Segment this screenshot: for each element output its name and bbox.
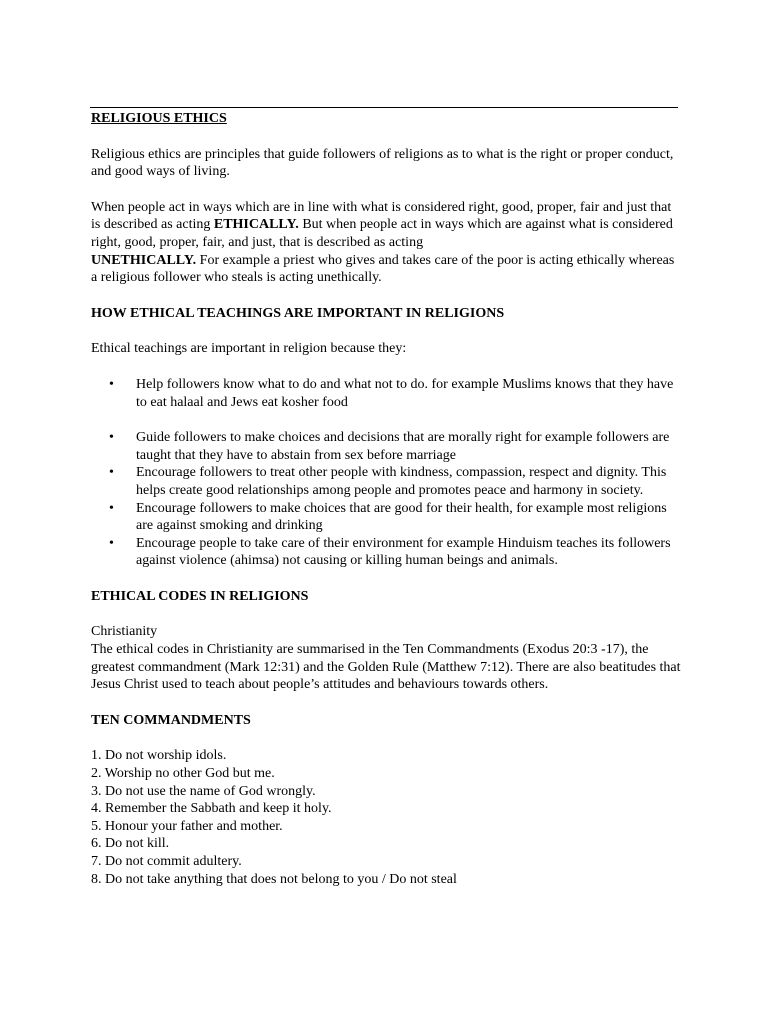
- bullet-icon: •: [109, 430, 114, 446]
- list-item: [91, 429, 681, 464]
- importance-list-first: [91, 376, 681, 411]
- intro-paragraph: Religious ethics are principles that guide followers of religions as to what is the right or proper conduct, and good ways of living.: [91, 146, 674, 180]
- ethics-paragraph-part3: For example a priest who gives and takes care of the poor is acting ethically whereas a religious follower who steals is acting unethically.: [91, 252, 675, 286]
- christianity-label: Christianity: [91, 624, 158, 640]
- list-item: [91, 376, 681, 411]
- spacer: [91, 605, 681, 623]
- commandment-item: 1. Do not worship idols.: [91, 748, 227, 764]
- commandment-item: 8. Do not take anything that does not belong to you / Do not steal: [91, 871, 457, 887]
- spacer: [91, 128, 681, 146]
- heading-codes: ETHICAL CODES IN RELIGIONS: [91, 588, 309, 604]
- spacer: [91, 322, 681, 340]
- importance-intro: Ethical teachings are important in religion because they:: [91, 341, 407, 357]
- header-rule: [90, 107, 678, 108]
- commandment-item: 5. Honour your father and mother.: [91, 818, 283, 834]
- heading-commandments: TEN COMMANDMENTS: [91, 712, 251, 728]
- document-body: [91, 110, 681, 888]
- importance-list: [91, 429, 681, 570]
- list-item: [91, 500, 681, 535]
- spacer: [91, 570, 681, 588]
- ethics-paragraph: [91, 199, 681, 287]
- ethics-paragraph-part1: When people act in ways which are in line with what is considered right, good, proper, fair and just that is described as acting: [91, 199, 672, 233]
- spacer: [91, 287, 681, 305]
- christianity-paragraph: The ethical codes in Christianity are summarised in the Ten Commandments (Exodus 20:3 -17), the greatest commandment (Mark 12:31) and the Golden Rule (Matthew 7:12). There are also beatitudes that Jesus Christ used to teach about people’s attitudes and behaviours towards others.: [91, 642, 681, 693]
- list-item: [91, 464, 681, 499]
- bullet-icon: •: [109, 465, 114, 481]
- list-item-text: Encourage followers to treat other people with kindness, compassion, respect and dignity. This helps create good relationships among people and promotes peace and harmony in society.: [136, 465, 667, 498]
- commandment-item: 2. Worship no other God but me.: [91, 766, 275, 782]
- ethics-paragraph-part2: But when people act in ways which are against what is considered right, good, proper, fair, and just, that is described as acting: [91, 217, 673, 250]
- spacer: [91, 411, 681, 429]
- bullet-icon: •: [109, 376, 114, 392]
- spacer: [91, 729, 681, 747]
- commandments-list: [91, 747, 681, 888]
- commandment-item: 6. Do not kill.: [91, 836, 170, 852]
- commandment-item: 3. Do not use the name of God wrongly.: [91, 783, 316, 799]
- spacer: [91, 694, 681, 712]
- bullet-icon: •: [109, 535, 114, 551]
- list-item: [91, 535, 681, 570]
- list-item-text: Guide followers to make choices and decisions that are morally right for example followers are taught that they have to abstain from sex before marriage: [136, 430, 670, 463]
- spacer: [91, 358, 681, 376]
- bullet-icon: •: [109, 500, 114, 516]
- list-item-text: Encourage people to take care of their environment for example Hinduism teaches its followers against violence (ahimsa) not causing or killing human beings and animals.: [136, 535, 671, 569]
- heading-importance: HOW ETHICAL TEACHINGS ARE IMPORTANT IN RELIGIONS: [91, 305, 505, 321]
- list-item-text: Help followers know what to do and what not to do. for example Muslims knows that they have to eat halaal and Jews eat kosher food: [136, 376, 674, 410]
- spacer: [91, 181, 681, 199]
- document-title: RELIGIOUS ETHICS: [91, 111, 227, 126]
- commandment-item: 4. Remember the Sabbath and keep it holy.: [91, 801, 332, 817]
- ethically-term: ETHICALLY.: [213, 217, 299, 233]
- commandment-item: 7. Do not commit adultery.: [91, 854, 242, 869]
- unethically-term: UNETHICALLY.: [91, 252, 197, 268]
- list-item-text: Encourage followers to make choices that are good for their health, for example most religions are against smoking and drinking: [136, 500, 667, 534]
